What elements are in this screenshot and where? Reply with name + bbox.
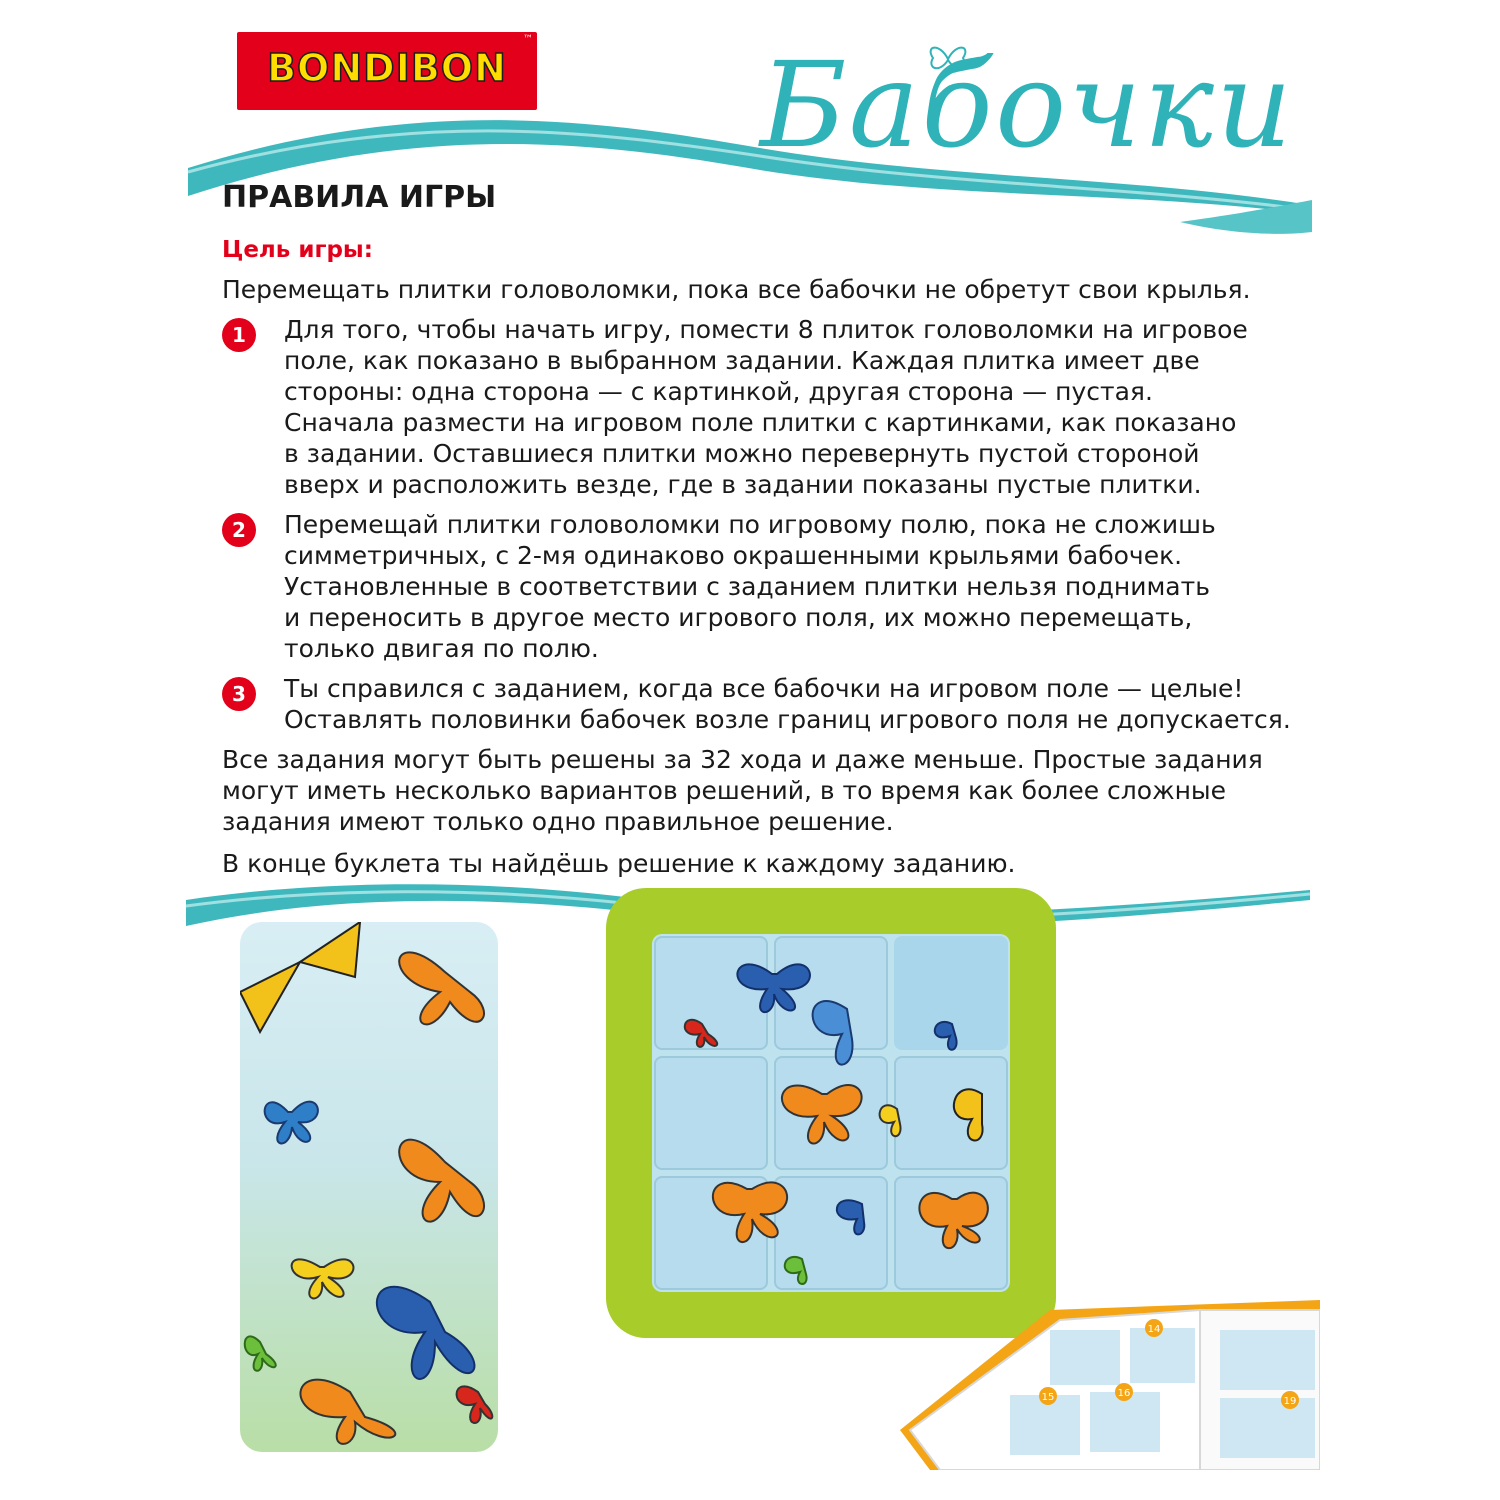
- step-text: Перемещай плитки головоломки по игровому полю, пока не сложишь симметричных, с 2-мя одинаково окрашенными крыльями бабочек. Установленные в соответствии с заданием плитки нельзя поднимать и переносить в другое место игрового поля, их можно перемещать, только двигая по полю.: [284, 510, 1216, 663]
- step-2: [222, 509, 1312, 669]
- butterfly-orange-2: [399, 1140, 484, 1222]
- goal-label: Цель игры:: [222, 237, 373, 263]
- booklet-number: 16: [1117, 1388, 1131, 1399]
- step-number-badge: 3: [222, 677, 256, 711]
- step-3: [222, 673, 1312, 739]
- butterfly-blue-small: [265, 1102, 318, 1144]
- butterflies-illustration: [240, 922, 498, 1452]
- step-text: Ты справился с заданием, когда все бабочки на игровом поле — целые! Оставлять половинки бабочек возле границ игрового поля не допускается.: [284, 674, 1291, 734]
- board-grid: [652, 934, 1010, 1292]
- butterfly-green: [245, 1336, 276, 1370]
- puzzle-board: [606, 888, 1056, 1338]
- logo-text: BONDIBON: [267, 46, 507, 90]
- butterfly-yellow-swallowtail: [240, 922, 360, 1032]
- step-number-badge: 2: [222, 513, 256, 547]
- booklet-number: 19: [1283, 1396, 1297, 1407]
- goal-text: Перемещать плитки головоломки, пока все бабочки не обретут свои крылья.: [222, 275, 1251, 304]
- solutions-paragraph: В конце буклета ты найдёшь решение к каждому заданию.: [222, 849, 1016, 878]
- butterfly-orange-1: [399, 952, 484, 1024]
- bondibon-logo: [237, 32, 537, 110]
- butterfly-illustration-panel: [240, 922, 498, 1452]
- booklet-number: 14: [1147, 1324, 1161, 1335]
- butterfly-blue-large: [377, 1287, 475, 1379]
- butterfly-red: [457, 1386, 493, 1423]
- step-1: [222, 314, 1312, 504]
- trademark-mark: ™: [523, 34, 533, 45]
- booklet-number: 15: [1041, 1392, 1055, 1403]
- butterfly-orange-3: [300, 1380, 395, 1444]
- board-butterflies: [652, 934, 1010, 1292]
- butterfly-icon: [925, 42, 971, 76]
- butterfly-yellow-small: [292, 1259, 354, 1298]
- product-title: Бабочки: [760, 36, 1294, 174]
- rules-heading: ПРАВИЛА ИГРЫ: [222, 180, 497, 215]
- step-number-badge: 1: [222, 318, 256, 352]
- moves-paragraph: Все задания могут быть решены за 32 хода и даже меньше. Простые задания могут иметь несколько вариантов решений, в то время как более сложные задания имеют только одно правильное решение.: [222, 745, 1263, 836]
- challenge-booklet: [900, 1280, 1320, 1470]
- step-text: Для того, чтобы начать игру, помести 8 плиток головоломки на игровое поле, как показано в выбранном задании. Каждая плитка имеет две стороны: одна сторона — с картинкой, другая сторона — пустая. Сначала размести на игровом поле плитки с картинками, как показано в задании. Оставшиеся плитки можно перевернуть пустой стороной вверх и расположить везде, где в задании показаны пустые плитки.: [284, 315, 1248, 499]
- booklet-illustration: [900, 1280, 1320, 1470]
